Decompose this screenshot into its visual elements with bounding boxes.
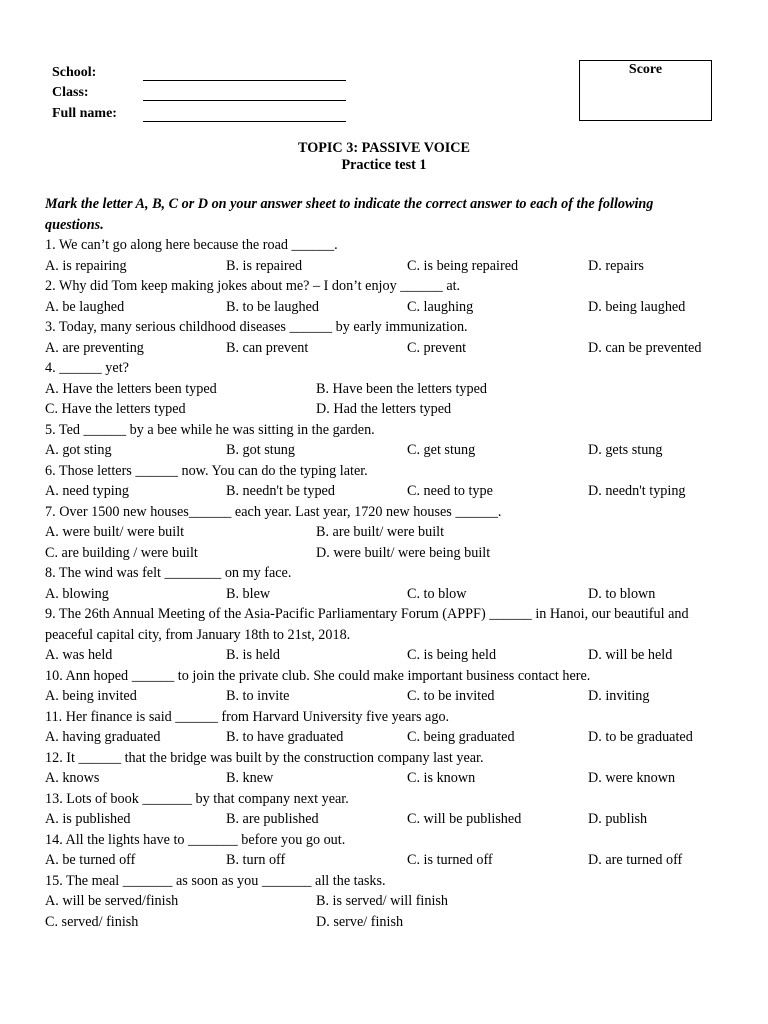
options-row: [45, 338, 715, 359]
answer-option: A. are preventing: [45, 339, 144, 356]
answer-option: D. to blown: [588, 585, 656, 602]
score-box: [579, 60, 712, 121]
answer-option: D. being laughed: [588, 298, 686, 315]
answer-option: D. gets stung: [588, 442, 663, 458]
answer-option: B. to invite: [226, 688, 290, 704]
options-row: [45, 645, 715, 666]
answer-option: B. can prevent: [226, 339, 309, 356]
student-info: [52, 60, 346, 122]
options-row: [45, 809, 715, 830]
answer-option: D. Had the letters typed: [316, 401, 452, 417]
fullname-row: [52, 101, 346, 122]
answer-option: A. having graduated: [45, 729, 161, 745]
topic-title: TOPIC 3: PASSIVE VOICE: [298, 140, 470, 156]
answer-option: D. needn't typing: [588, 483, 686, 499]
options-row: [45, 850, 715, 871]
options-row: [45, 768, 715, 789]
school-row: [52, 60, 346, 81]
answer-option: C. prevent: [407, 339, 467, 356]
class-blank: [143, 86, 346, 101]
answer-option: D. publish: [588, 811, 648, 827]
answer-option: A. will be served/finish: [45, 893, 179, 909]
answer-option: D. serve/ finish: [316, 913, 404, 930]
answer-option: A. was held: [45, 647, 113, 663]
answer-option: B. is held: [226, 647, 280, 663]
answer-option: D. were known: [588, 770, 676, 786]
score-label: Score: [628, 62, 663, 77]
answer-option: C. being graduated: [407, 729, 515, 745]
options-row: [45, 481, 715, 502]
answer-option: D. will be held: [588, 647, 673, 663]
answer-option: B. needn't be typed: [226, 483, 335, 499]
answer-option: A. blowing: [45, 585, 109, 602]
question-stem: 5. Ted ______ by a bee while he was sitting in the garden.: [45, 421, 375, 438]
question-stem: 8. The wind was felt ________ on my face.: [45, 565, 292, 581]
question-stem: 4. ______ yet?: [45, 360, 129, 376]
answer-option: C. Have the letters typed: [45, 401, 186, 417]
answer-option: A. need typing: [45, 483, 129, 499]
answer-option: D. were built/ were being built: [316, 544, 491, 561]
options-row: [45, 891, 715, 912]
answer-option: C. get stung: [407, 442, 476, 458]
fullname-label: Full name:: [52, 105, 117, 121]
answer-option: B. to have graduated: [226, 729, 344, 745]
question-stem: 3. Today, many serious childhood diseases ______ by early immunization.: [45, 319, 468, 335]
instructions: Mark the letter A, B, C or D on your answer sheet to indicate the correct answer to each of the following questions.: [45, 196, 654, 233]
answer-option: B. turn off: [226, 852, 286, 868]
question-stem: 9. The 26th Annual Meeting of the Asia-Pacific Parliamentary Forum (APPF) ______ in Hanoi, our beautiful and peaceful capital city, from January 18th to 21st, 2018.: [45, 606, 689, 643]
answer-option: B. Have been the letters typed: [316, 380, 487, 397]
options-row: [45, 543, 715, 564]
question-stem: 12. It ______ that the bridge was built by the construction company last year.: [45, 749, 484, 766]
answer-option: D. can be prevented: [588, 339, 702, 356]
answer-option: B. knew: [226, 770, 274, 786]
answer-option: A. got sting: [45, 442, 112, 458]
options-row: [45, 256, 715, 277]
answer-option: A. Have the letters been typed: [45, 380, 217, 397]
options-row: [45, 686, 715, 707]
options-row: [45, 727, 715, 748]
answer-option: D. inviting: [588, 688, 650, 704]
fullname-blank: [143, 107, 346, 122]
school-label: School:: [52, 64, 97, 80]
school-blank: [143, 66, 346, 81]
practice-subtitle: Practice test 1: [341, 157, 427, 173]
answer-option: C. are building / were built: [45, 544, 198, 561]
question-stem: 1. We can’t go along here because the road ______.: [45, 237, 338, 253]
options-row: [45, 297, 715, 318]
class-row: [52, 81, 346, 102]
answer-option: C. to be invited: [407, 688, 495, 704]
class-label: Class:: [52, 85, 89, 100]
answer-option: A. were built/ were built: [45, 524, 185, 540]
answer-option: D. are turned off: [588, 852, 683, 868]
options-row: [45, 399, 715, 420]
answer-option: A. be turned off: [45, 852, 136, 868]
question-stem: 2. Why did Tom keep making jokes about me? – I don’t enjoy ______ at.: [45, 278, 461, 294]
answer-option: A. is repairing: [45, 257, 127, 274]
answer-option: C. served/ finish: [45, 913, 139, 930]
answer-option: C. is being repaired: [407, 257, 519, 274]
question-stem: 6. Those letters ______ now. You can do the typing later.: [45, 462, 368, 479]
answer-option: B. are published: [226, 811, 319, 827]
answer-option: A. being invited: [45, 688, 137, 704]
questions-container: [45, 235, 715, 932]
question-list: [45, 194, 715, 932]
answer-option: B. got stung: [226, 442, 295, 458]
answer-option: C. is being held: [407, 647, 497, 663]
answer-option: A. be laughed: [45, 298, 125, 315]
answer-option: B. is repaired: [226, 257, 303, 274]
answer-option: B. to be laughed: [226, 298, 319, 315]
answer-option: C. laughing: [407, 298, 474, 315]
options-row: [45, 912, 715, 933]
question-stem: 10. Ann hoped ______ to join the private club. She could make important business contact here.: [45, 667, 591, 684]
question-stem: 7. Over 1500 new houses______ each year. Last year, 1720 new houses ______.: [45, 503, 502, 520]
options-row: [45, 440, 715, 461]
answer-option: C. will be published: [407, 811, 522, 827]
answer-option: C. need to type: [407, 483, 493, 499]
question-stem: 14. All the lights have to _______ before you go out.: [45, 831, 346, 848]
answer-option: C. to blow: [407, 585, 467, 602]
question-stem: 15. The meal _______ as soon as you _______ all the tasks.: [45, 872, 386, 889]
answer-option: D. repairs: [588, 257, 644, 274]
answer-option: D. to be graduated: [588, 729, 693, 745]
answer-option: C. is known: [407, 770, 476, 786]
answer-option: C. is turned off: [407, 852, 493, 868]
options-row: [45, 584, 715, 605]
answer-option: B. blew: [226, 585, 271, 602]
answer-option: B. are built/ were built: [316, 524, 445, 540]
answer-option: B. is served/ will finish: [316, 893, 449, 909]
question-stem: 11. Her finance is said ______ from Harvard University five years ago.: [45, 708, 450, 725]
answer-option: A. knows: [45, 770, 100, 786]
options-row: [45, 379, 715, 400]
options-row: [45, 522, 715, 543]
question-stem: 13. Lots of book _______ by that company next year.: [45, 790, 349, 807]
answer-option: A. is published: [45, 811, 131, 827]
